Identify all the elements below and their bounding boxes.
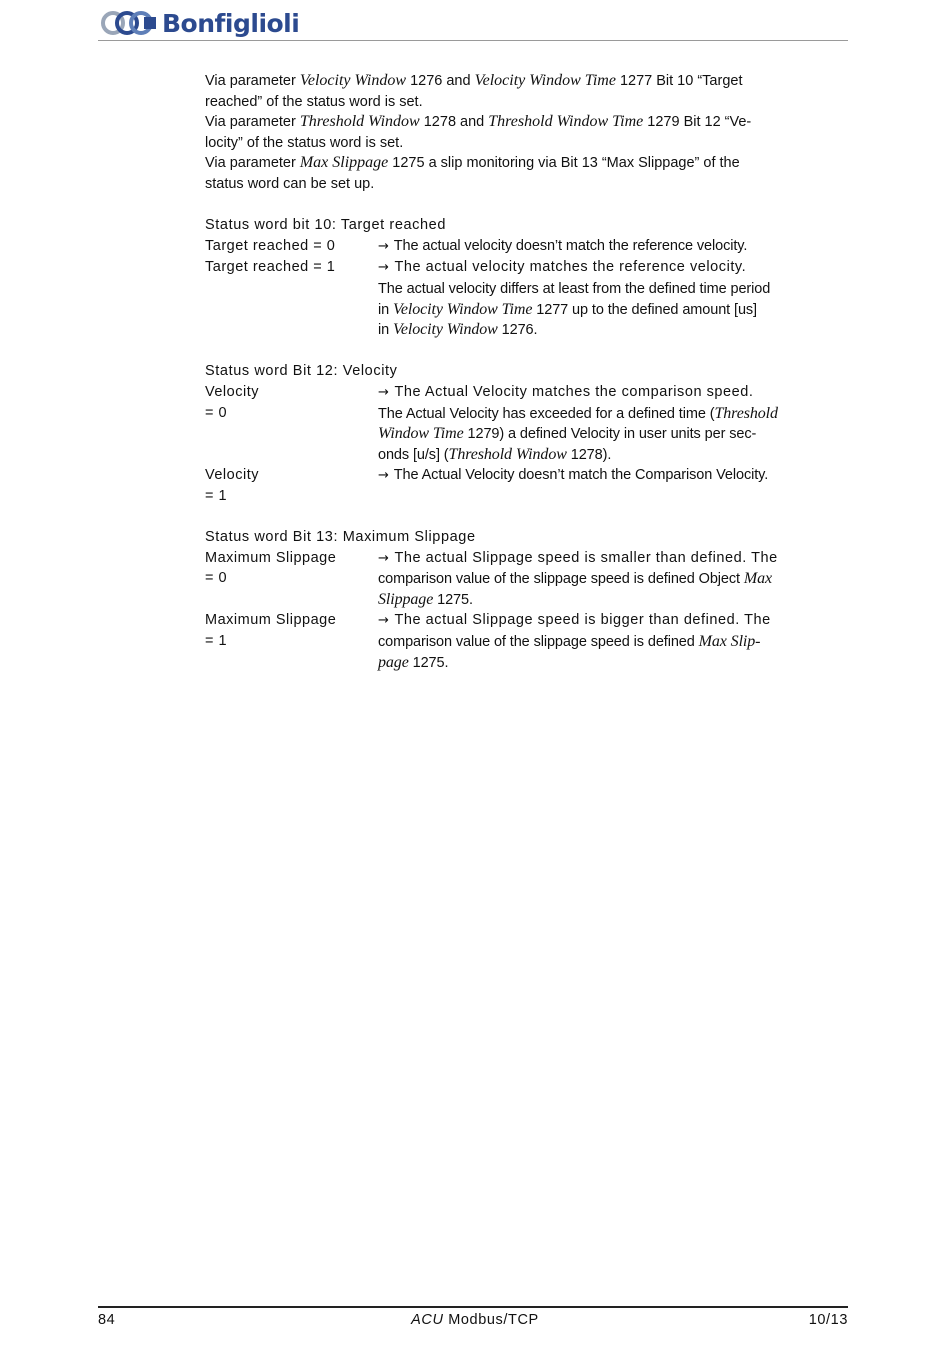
arrow-right-icon: → [378,613,390,629]
arrow-right-icon: → [378,468,389,484]
table-row [205,548,848,611]
table-row [205,257,848,340]
param-name: Velocity Window [299,72,407,89]
footer-date: 10/13 [808,1312,848,1328]
row-description: → The actual velocity doesn’t match the reference velocity. [378,237,748,254]
arrow-right-icon: → [378,260,390,276]
table-row [205,610,848,673]
table-row [205,465,848,506]
param-name: Max Slippage [299,154,389,172]
brand-name: Bonfiglioli [162,8,300,38]
page-number: 84 [98,1312,116,1328]
section-title-bit-13: Status word Bit 13: Maximum Slippage [205,529,476,546]
param-name: Threshold Window Time [488,113,644,131]
param-name: Threshold Window [299,113,420,131]
arrow-right-icon: → [378,384,390,400]
row-label: Velocity = 0 [205,383,259,421]
intro-paragraph-max-slippage: Via parameter Max Slippage 1275 a slip monitoring via Bit 13 “Max Slippage” of the status word can be set up. [205,154,740,192]
footer-divider [98,1306,848,1308]
row-label: Target reached = 0 [205,237,336,254]
page-content [205,71,848,673]
bonfiglioli-logo-icon [100,8,158,38]
footer-title: ACU Modbus/TCP [411,1312,539,1328]
arrow-right-icon: → [378,550,390,566]
row-description: → The actual Slippage speed is smaller than defined. The comparison value of the slippage speed is defined Object Max Slippage 1275. [378,549,778,608]
row-description: → The actual velocity matches the reference velocity. The actual velocity differs at least from the defined time period in Velocity Window Time 1277 up to the defined amount [us] in Velocity Window 1276. [378,259,771,339]
row-label: Maximum Slippage = 0 [205,549,337,587]
row-label: Maximum Slippage = 1 [205,612,337,650]
row-description: → The Actual Velocity doesn’t match the Comparison Velocity. [378,467,769,484]
param-name: Velocity Window Time [474,72,616,89]
intro-paragraph-velocity-window: Via parameter Velocity Window 1276 and Velocity Window Time 1277 Bit 10 “Target reached” of the status word is set. [205,72,743,110]
intro-paragraph-threshold-window: Via parameter Threshold Window 1278 and Threshold Window Time 1279 Bit 12 “Ve- locity” of the status word is set. [205,113,752,151]
brand-logo [100,6,299,40]
section-title-bit-12: Status word Bit 12: Velocity [205,363,398,380]
arrow-right-icon: → [378,238,389,254]
row-description: → The actual Slippage speed is bigger than defined. The comparison value of the slippage speed is defined Max Slip- page 1275. [378,612,771,671]
table-row [205,382,848,465]
section-title-bit-10: Status word bit 10: Target reached [205,217,446,234]
table-row [205,236,848,258]
header-divider [98,40,848,41]
row-label: Velocity = 1 [205,467,259,504]
row-label: Target reached = 1 [205,259,336,276]
row-description: → The Actual Velocity matches the comparison speed. The Actual Velocity has exceeded for a defined time (Threshold Window Time 1279) a defined Velocity in user units per sec- onds [u/s] (Threshold Window 1278). [378,383,778,463]
